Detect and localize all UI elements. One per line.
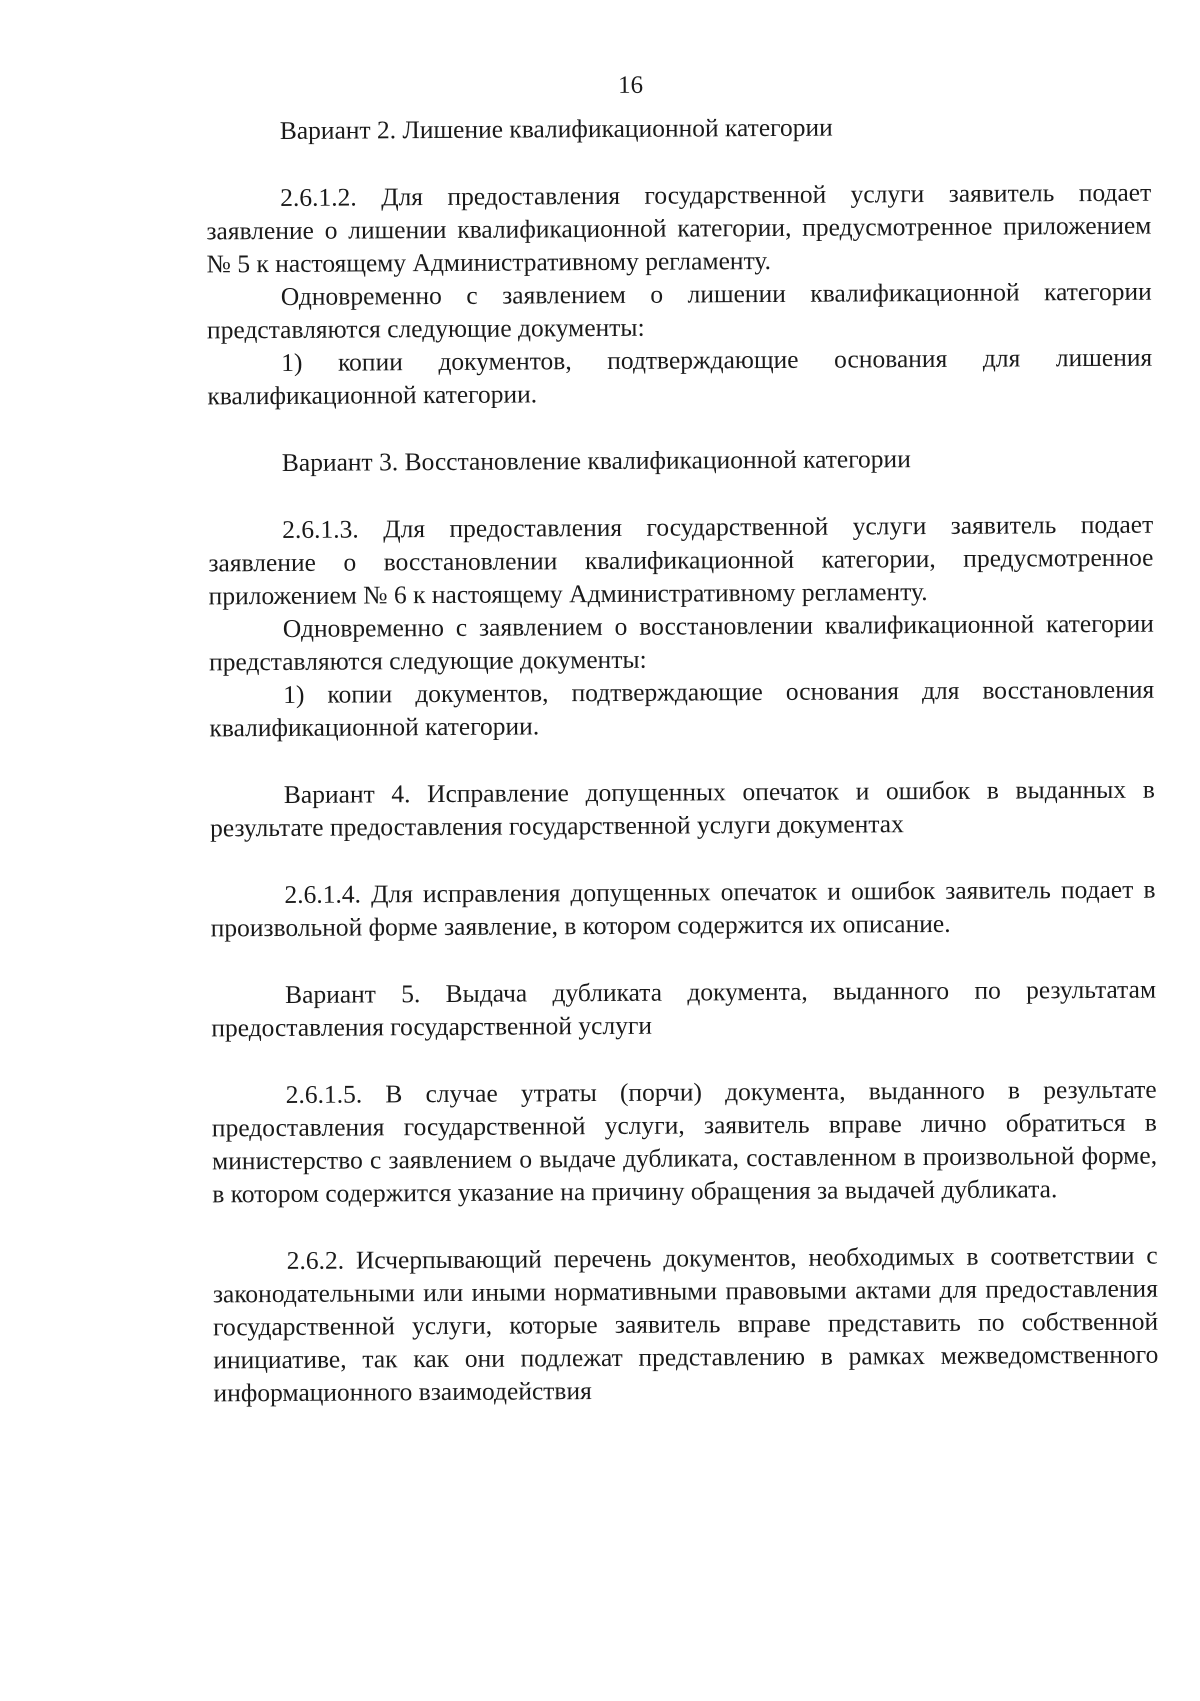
section-heading-variant-5: Вариант 5. Выдача дубликата документа, выданного по результатам предоставления государственной услуги [211, 974, 1157, 1043]
list-item-v3-1: 1) копии документов, подтверждающие основания для восстановления квалификационной категории. [209, 674, 1155, 743]
paragraph-2-6-1-3: 2.6.1.3. Для предоставления государственной услуги заявитель подает заявление о восстановлении квалификационной категории, предусмотренное приложением № 6 к настоящему Административному регламенту. [208, 509, 1154, 611]
paragraph-documents-intro-v3: Одновременно с заявлением о восстановлении квалификационной категории представляются следующие документы: [208, 608, 1154, 677]
list-item-v2-1: 1) копии документов, подтверждающие основания для лишения квалификационной категории. [207, 342, 1153, 411]
section-heading-variant-3: Вариант 3. Восстановление квалификационной категории [281, 444, 911, 477]
paragraph-2-6-1-5: 2.6.1.5. В случае утраты (порчи) документа, выданного в результате предоставления государственной услуги, заявитель вправе лично обратиться в министерство с заявлением о выдаче дубликата, составленном в произвольной форме, в котором содержится указание на причину обращения за выдачей дубликата. [211, 1074, 1158, 1209]
paragraph-2-6-1-2: 2.6.1.2. Для предоставления государственной услуги заявитель подает заявление о лишении квалификационной категории, предусмотренное приложением № 5 к настоящему Административному регламенту. [206, 177, 1152, 279]
page-number: 16 [617, 71, 644, 99]
section-variant-2 [206, 109, 1153, 413]
section-variant-4 [210, 773, 1156, 945]
section-variant-3 [208, 441, 1155, 745]
document-body [206, 109, 1159, 1410]
section-heading-variant-2: Вариант 2. Лишение квалификационной категории [279, 112, 833, 145]
section-variant-5 [211, 973, 1157, 1211]
paragraph-documents-intro-v2: Одновременно с заявлением о лишении квалификационной категории представляются следующие документы: [206, 276, 1152, 345]
paragraph-2-6-2: 2.6.2. Исчерпывающий перечень документов, необходимых в соответствии с законодательными или иными нормативными правовыми актами для предоставления государственной услуги, которые заявитель вправе представить по собственной инициативе, так как они подлежат представлению в рамках межведомственного информационного взаимодействия [212, 1240, 1159, 1408]
paragraph-2-6-1-4: 2.6.1.4. Для исправления допущенных опечаток и ошибок заявитель подает в произвольной форме заявление, в котором содержится их описание. [210, 874, 1156, 943]
section-heading-variant-4: Вариант 4. Исправление допущенных опечаток и ошибок в выданных в результате предоставления государственной услуги документах [209, 774, 1155, 843]
